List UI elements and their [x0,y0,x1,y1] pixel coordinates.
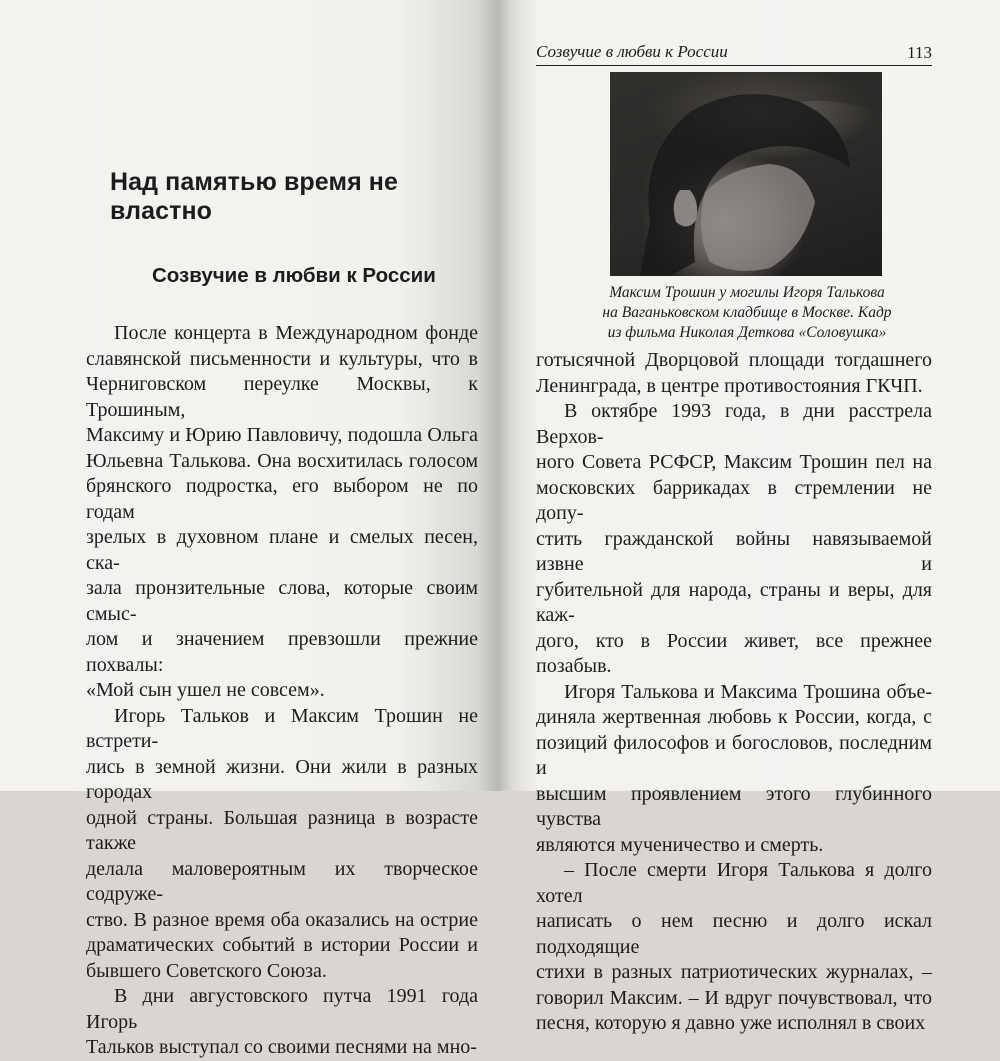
text-line: Черниговском переулке Москвы, к Трошиным, [86,373,478,421]
left-page [0,0,498,1058]
text-line: стить гражданской войны навязываемой извне и [536,527,932,575]
page-number: 113 [907,43,932,62]
text-line: В октябре 1993 года, в дни расстрела Верхов- [536,400,932,448]
running-head-title: Созвучие в любви к России [536,42,728,61]
paragraph [86,704,478,985]
right-body-text [536,348,932,1037]
caption-line: на Ваганьковском кладбище в Москве. Кадр [602,304,892,321]
text-line: стихи в разных патриотических журналах, – [536,961,932,983]
text-line: ного Совета РСФСР, Максим Трошин пел на [536,451,932,473]
text-line: написать о нем песню и долго искал подходящие [536,910,932,958]
text-line: Игоря Талькова и Максима Трошина объе- [564,680,932,703]
paragraph [536,680,932,859]
text-line: Ленинграда, в центре противостояния ГКЧП. [536,374,923,397]
text-line: губительной для народа, страны и веры, для каж- [536,578,932,626]
text-line: лись в земной жизни. Они жили в разных городах [86,755,478,803]
caption-line: из фильма Николая Деткова «Соловушка» [607,324,887,341]
text-line: – После смерти Игоря Талькова я долго хотел [536,859,932,907]
text-line: славянской письменности и культуры, что в [86,347,478,370]
left-body-text [86,321,478,1061]
text-line: зала пронзительные слова, которые своим смыс- [86,577,478,625]
text-line: лом и значением превзошли прежние похвалы: [86,628,478,676]
text-line: являются мученичество и смерть. [536,833,824,856]
photo-figure-shapes [610,72,882,276]
paragraph [536,348,932,399]
text-line: «Мой сын ушел не совсем». [86,679,325,701]
text-line: московских баррикадах в стремлении не допу- [536,476,932,524]
paragraph [86,984,478,1061]
face-shape [701,164,815,271]
text-line: дого, кто в России живет, все прежнее позабыв. [536,629,932,677]
text-line: говорил Максим. – И вдруг почувствовал, что [536,986,932,1009]
text-line: диняла жертвенная любовь к России, когда, с [536,706,932,728]
text-line: В дни августовского путча 1991 года Игорь [86,985,478,1033]
running-head [536,41,932,66]
text-line: Игорь Тальков и Максим Трошин не встрети- [86,704,478,752]
ear-shape [674,190,697,227]
text-line: Тальков выступал со своими песнями на мно- [86,1036,477,1058]
text-line: песня, которую я давно уже исполнял в своих [536,1012,926,1034]
photo-caption [588,283,906,343]
chapter-title: Над памятью время не властно [110,168,399,225]
text-line: Максиму и Юрию Павловичу, подошла Ольга [86,424,478,446]
text-line: зрелых в духовном плане и смелых песен, ска- [86,526,478,574]
text-line: брянского подростка, его выбором не по годам [86,475,478,523]
paragraph [86,321,478,704]
paragraph [536,399,932,680]
text-line: делала маловероятным их творческое содруже- [86,857,478,905]
text-line: одной страны. Большая разница в возрасте также [86,806,478,854]
text-line: готысячной Дворцовой площади тогдашнего [536,349,932,371]
text-line: бывшего Советского Союза. [86,959,327,982]
text-line: После концерта в Международном фонде [114,322,478,344]
text-line: высшим проявлением этого глубинного чувства [536,782,932,830]
section-title: Созвучие в любви к России [152,264,436,287]
photo-film-still [610,72,882,276]
paragraph [536,858,932,1037]
text-line: ство. В разное время оба оказались на острие [86,908,478,931]
text-line: позиций философов и богословов, последним и [536,731,932,779]
text-line: Юльевна Талькова. Она восхитилась голосом [86,449,478,472]
text-line: драматических событий в истории России и [86,934,478,956]
caption-line: Максим Трошин у могилы Игоря Талькова [609,284,885,301]
